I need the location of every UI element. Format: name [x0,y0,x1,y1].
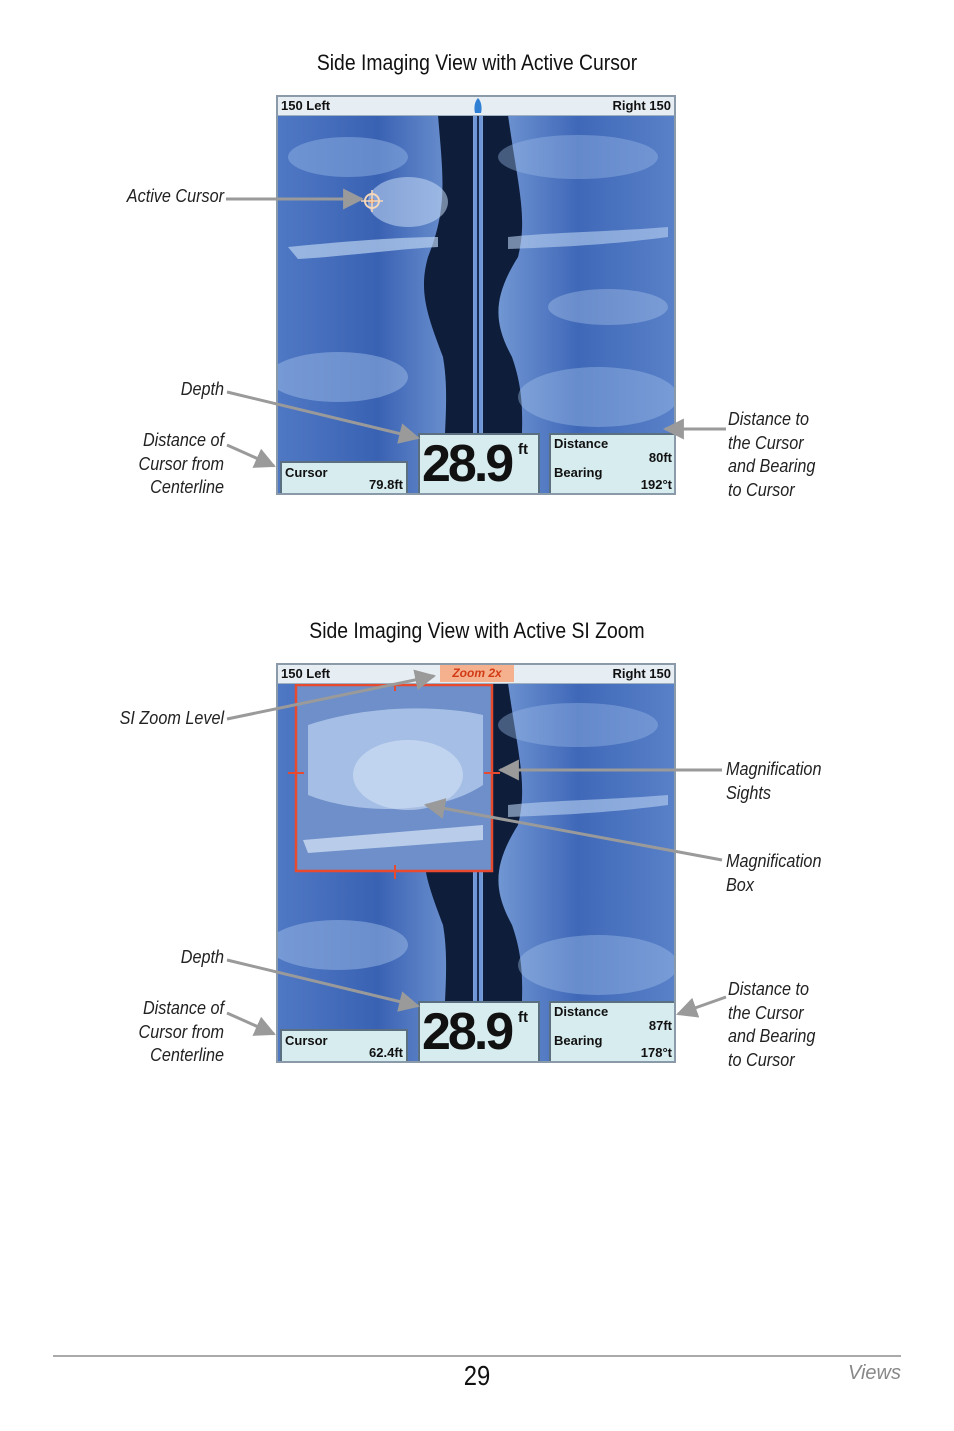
cursor-distance-box [280,461,408,495]
callout-line: Distance to [728,409,810,429]
depth-box [418,433,540,495]
bearing-label: Bearing [554,1033,603,1048]
right-range-label: Right 150 [612,666,671,681]
left-range-label: 150 Left [281,98,331,113]
side-imaging-screen-cursor [276,95,676,495]
callout-active-cursor: Active Cursor [126,186,224,206]
magnification-box [296,685,492,871]
callout-line: Cursor from [138,1021,224,1042]
callout-line: the Cursor [728,1002,804,1023]
arrow-distance-to-cursor [678,997,726,1014]
page-number: 29 [463,1360,491,1391]
depth-box [418,1001,540,1063]
callout-line: Centerline [150,477,224,497]
callout-line: Cursor from [138,453,224,474]
callout-distance-to-cursor [728,978,815,1072]
callout-depth: Depth [180,947,224,967]
bearing-label: Bearing [554,465,603,480]
right-range-label: Right 150 [612,98,671,113]
figure2-title: Side Imaging View with Active SI Zoom [309,618,645,643]
section-name: Views [848,1362,901,1384]
bearing-value: 192°t [640,477,672,492]
callout-line: to Cursor [728,479,795,500]
arrow-distance-of-cursor [227,445,274,466]
si-zoom-level-badge: Zoom 2x [440,665,514,682]
cursor-value: 62.4ft [369,1045,403,1060]
cursor-label: Cursor [285,1033,328,1048]
bearing-value: 178°t [640,1045,672,1060]
callout-line: to Cursor [728,1049,795,1070]
callout-distance-of-cursor [138,997,224,1068]
cursor-label: Cursor [285,465,328,480]
distance-value: 80ft [648,450,672,465]
callout-line: Centerline [150,1045,224,1065]
range-bar [278,665,674,684]
cursor-value: 79.8ft [369,477,403,492]
range-bar [278,97,674,116]
callout-distance-to-cursor [728,408,815,502]
callout-si-zoom-level: SI Zoom Level [119,708,224,728]
callout-line: Box [726,874,754,895]
callout-magnification-box [726,850,821,897]
left-range-label: 150 Left [281,666,331,681]
distance-bearing-box [549,1001,676,1063]
arrow-distance-of-cursor [227,1013,274,1034]
depth-value: 28.9 [422,1003,512,1061]
callout-line: Magnification [726,759,822,779]
callout-line: and Bearing [728,1026,816,1046]
cursor-distance-box [280,1029,408,1063]
callout-depth: Depth [180,379,224,399]
depth-unit: ft [518,441,528,458]
callout-line: Sights [726,782,772,803]
callout-line: the Cursor [728,432,804,453]
distance-bearing-box [549,433,676,495]
callout-line: Distance of [142,998,224,1018]
boat-icon [473,97,483,114]
callout-distance-of-cursor [138,429,224,500]
distance-label: Distance [554,436,609,451]
distance-value: 87ft [648,1018,672,1033]
callout-line: Magnification [726,851,822,871]
side-imaging-screen-zoom [276,663,676,1063]
figure1-title: Side Imaging View with Active Cursor [316,50,638,75]
footer-rule [53,1355,901,1357]
depth-unit: ft [518,1009,528,1026]
callout-line: Distance to [728,979,810,999]
distance-label: Distance [554,1004,609,1019]
callout-magnification-sights [726,758,821,805]
callout-line: Distance of [142,430,224,450]
depth-value: 28.9 [422,435,512,493]
callout-line: and Bearing [728,456,816,476]
